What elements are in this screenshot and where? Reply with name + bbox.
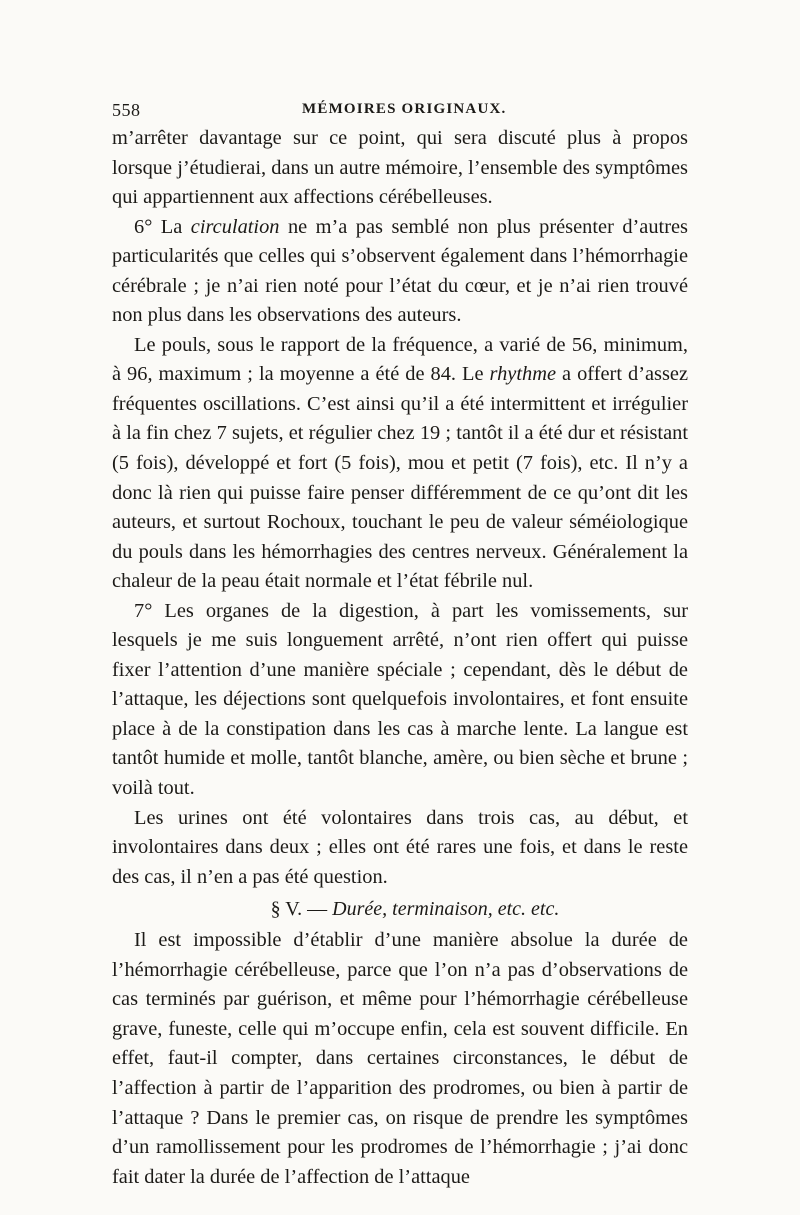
italic-term-circulation: circulation xyxy=(190,215,280,238)
paragraph-digestion: 7° Les organes de la digestion, à part les vomissements, sur lesquels je me suis longuement arrêté, n’ont rien offert qui puisse fixer l’attention d’une manière spéciale ; cependant, dès le début de l’attaque, les déjections sont quelquefois involontaires, et font ensuite place à de la constipation dans les cas à marche lente. La langue est tantôt humide et molle, tantôt blanche, amère, ou bien sèche et brune ; voilà tout. xyxy=(112,599,688,800)
paragraph-continued: m’arrêter davantage sur ce point, qui sera discuté plus à propos lorsque j’étudierai, dans un autre mémoire, l’ensemble des symptômes qui appartiennent aux affections cérébelleuses. xyxy=(112,127,688,209)
paragraph-pouls xyxy=(112,331,688,597)
paragraph-lead: 6° La xyxy=(134,215,191,238)
page-body xyxy=(112,124,688,1192)
paragraph-duree: Il est impossible d’établir d’une manière absolue la durée de l’hémorrhagie cérébelleuse, parce que l’on n’a pas d’observations de cas terminés par guérison, et même pour l’hémorrhagie cérébelleuse grave, funeste, celle qui m’occupe enfin, cela est souvent difficile. En effet, faut-il compter, dans certaines circonstances, le début de l’affection à partir de l’apparition des prodromes, ou bien à partir de l’attaque ? Dans le premier cas, on risque de prendre les symptômes d’un ramollissement pour les prodromes de l’hémorrhagie ; j’ai donc fait dater la durée de l’affection de l’attaque xyxy=(112,929,688,1188)
page-number: 558 xyxy=(112,100,141,120)
page-header xyxy=(112,100,688,126)
section-heading xyxy=(112,892,688,926)
paragraph-rest: a offert d’assez fréquentes oscillations. C’est ainsi qu’il a été intermittent et irrégulier à la fin chez 7 sujets, et régulier chez 19 ; tantôt il a été dur et résistant (5 fois), développé et fort (5 fois), mou et petit (7 fois), etc. Il n’y a donc là rien qui puisse faire penser différemment de ce qu’ont dit les auteurs, et surtout Rochoux, touchant le peu de valeur séméiologique du pouls dans les hémorrhagies des centres nerveux. Généralement la chaleur de la peau était normale et l’état fébrile nul. xyxy=(112,363,689,593)
paragraph-circulation xyxy=(112,213,688,331)
section-title: Durée, terminaison, etc. etc. xyxy=(332,898,560,921)
italic-term-rhythme: rhythme xyxy=(489,363,556,386)
paragraph-rest: ne m’a pas semblé non plus présenter d’autres particularités que celles qui s’observent également dans l’hémorrhagie cérébrale ; je n’ai rien noté pour l’état du cœur, et je n’ai rien trouvé non plus dans les observations des auteurs. xyxy=(112,215,688,327)
paragraph-lead: Le pouls, sous le rapport de la fréquence, a varié de 56, minimum, à 96, maximum ; la moyenne a été de 84. Le xyxy=(112,333,688,386)
paragraph-urines: Les urines ont été volontaires dans trois cas, au début, et involontaires dans deux ; elles ont été rares une fois, et dans le reste des cas, il n’en a pas été question. xyxy=(112,806,688,888)
section-number: § V. — xyxy=(270,898,333,921)
running-title: MÉMOIRES ORIGINAUX. xyxy=(302,101,507,117)
